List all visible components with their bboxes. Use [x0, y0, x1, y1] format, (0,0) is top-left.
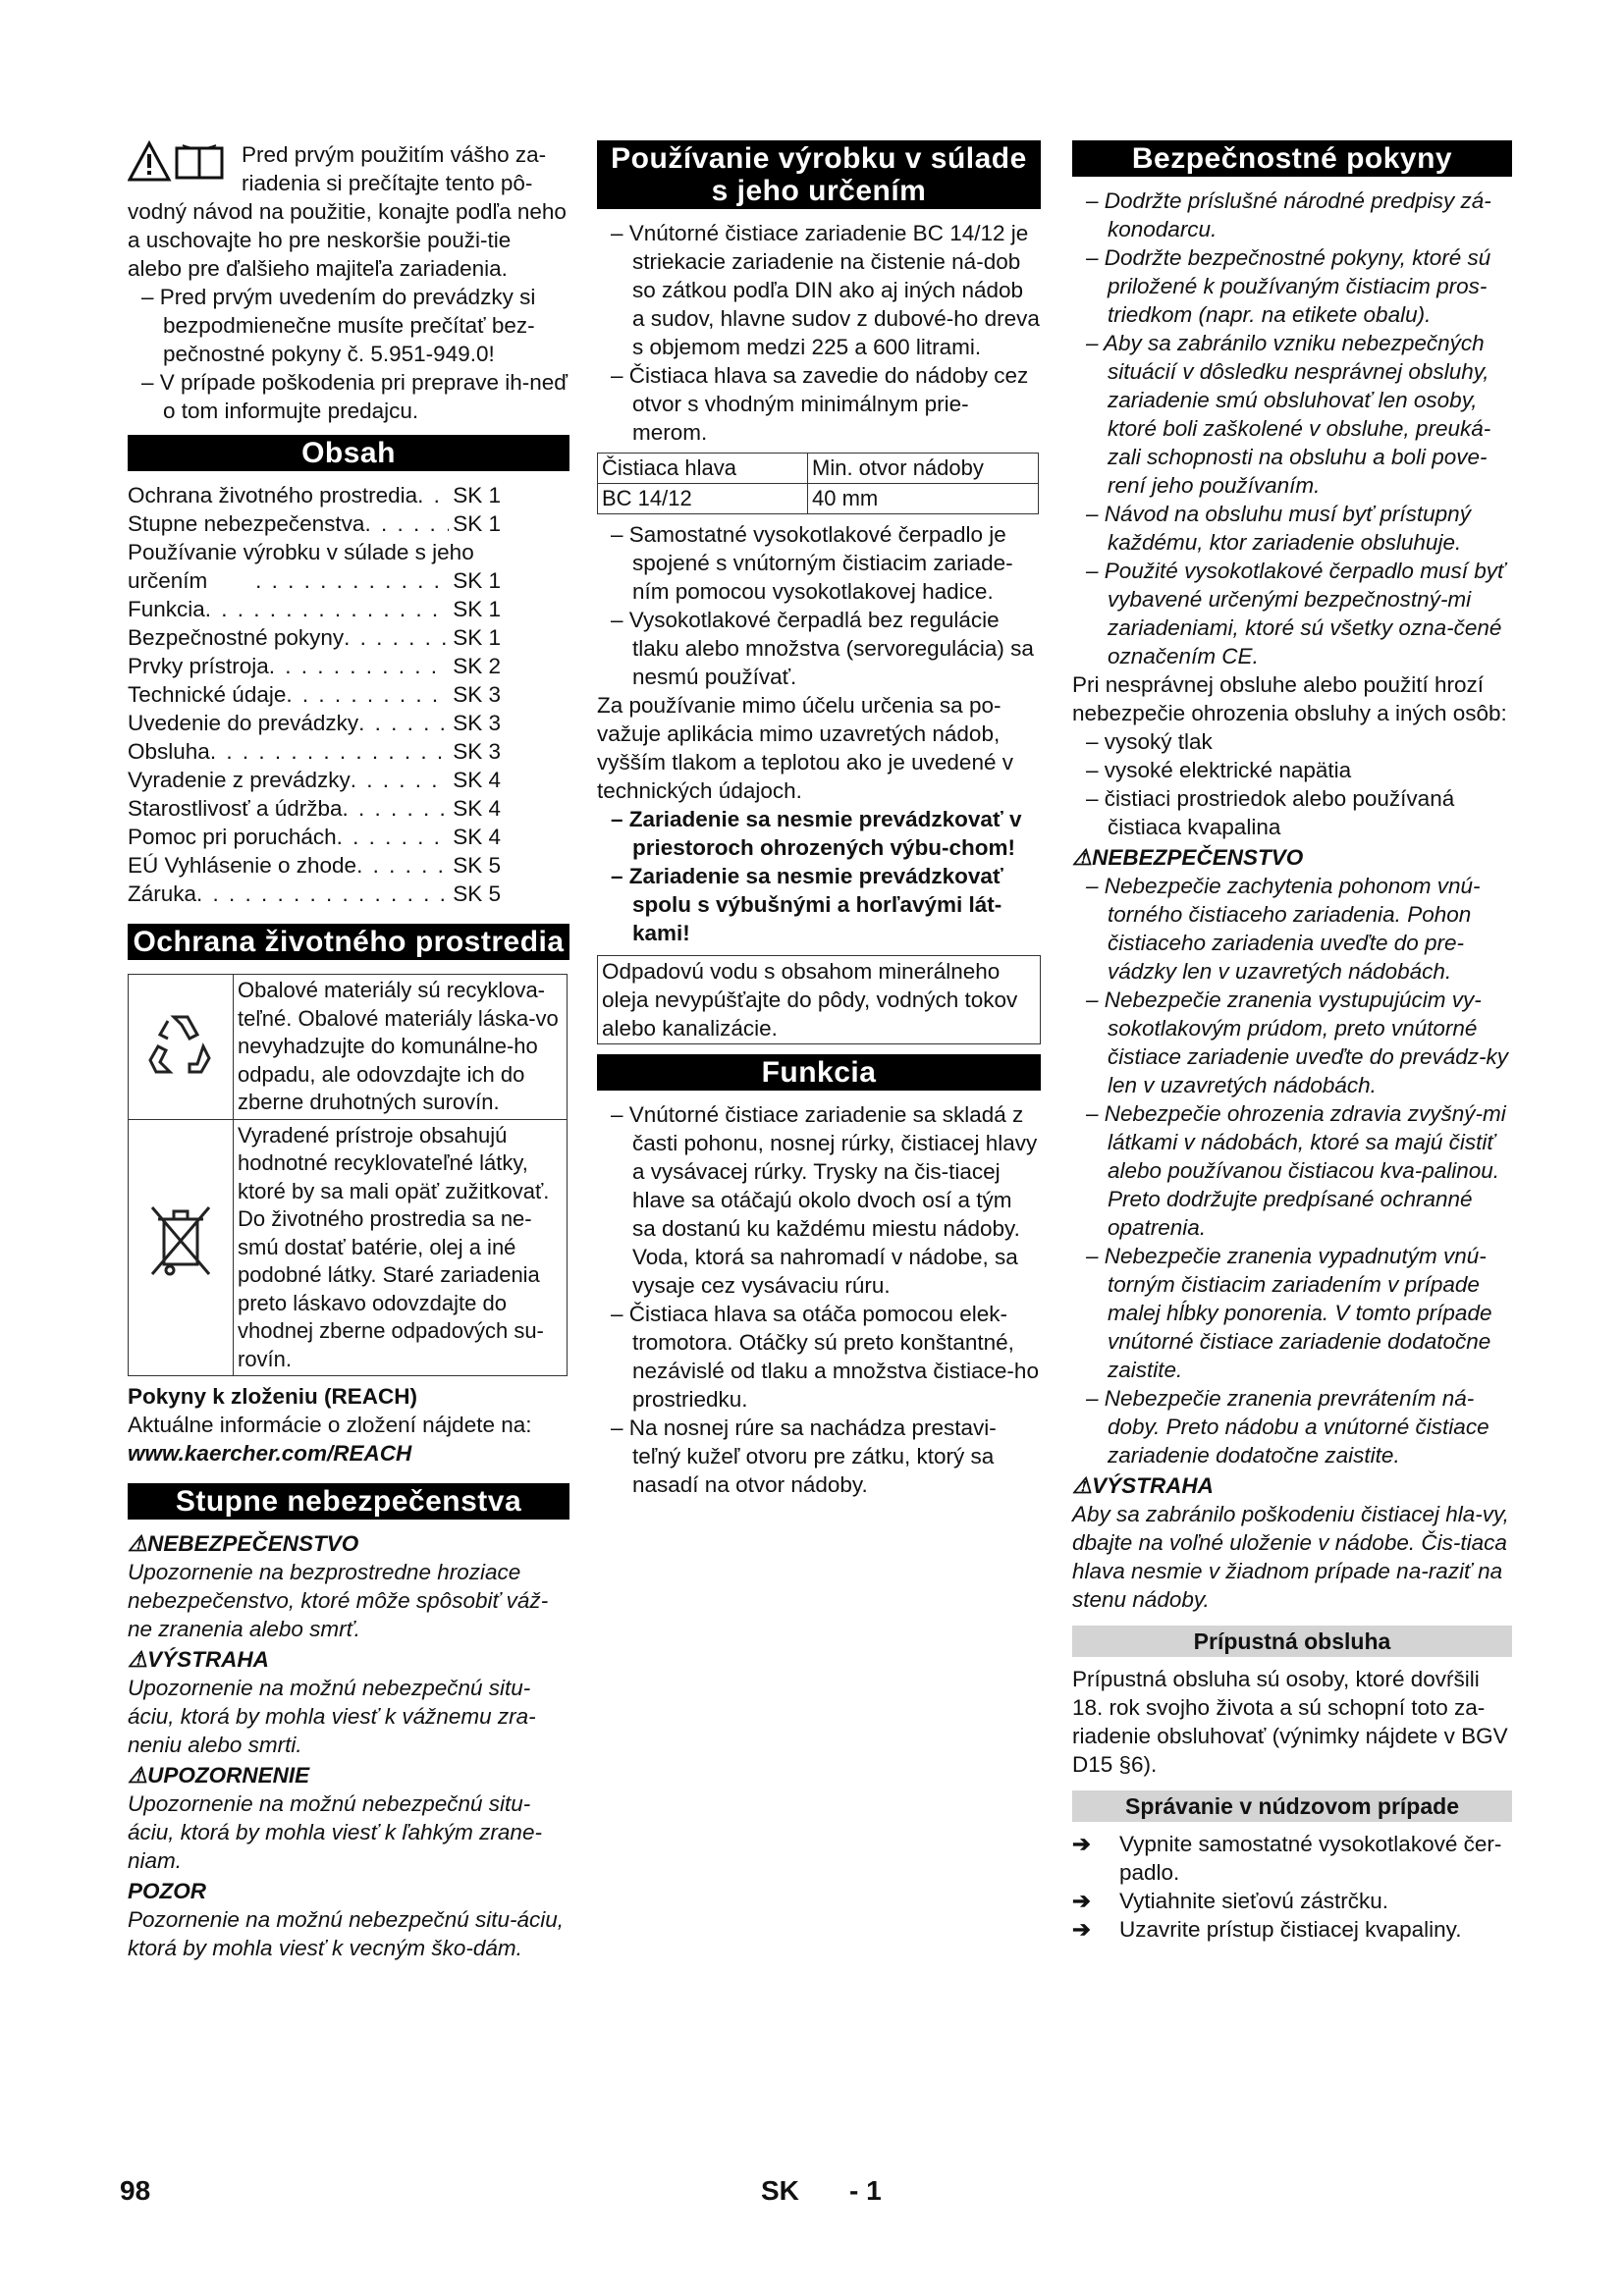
intro-item: – Pred prvým uvedením do prevádzky si bezpodmienečne musíte prečítať bez-pečnostné pokyny č. 5.951-949.0! [128, 283, 569, 368]
hazard-text: Upozornenie na bezprostredne hroziace nebezpečenstvo, ktoré môže spôsobiť váž-ne zranenia alebo smrť. [128, 1560, 549, 1641]
toc-entry[interactable]: Uvedenie do prevádzky . . . SK 3 [128, 709, 501, 737]
toc-entry[interactable]: Ochrana životného prostredia . . . SK 1 [128, 481, 501, 509]
function-item: – Čistiaca hlava sa otáča pomocou elek-tromotora. Otáčky sú preto konštantné, nezávislé od tlaku a množstva čistiace-ho prostriedku. [597, 1300, 1041, 1414]
toc-entry[interactable]: Používanie výrobku v súlade s jeho určením [128, 540, 474, 593]
intro-section [128, 140, 569, 425]
hazard-text: Pozornenie na možnú nebezpečnú situ-áciu, ktorá by mohla viesť k vecným ško-dám. [128, 1907, 565, 1960]
reach-link[interactable]: www.kaercher.com/REACH [128, 1441, 412, 1466]
toc-heading: Obsah [128, 435, 569, 471]
safety-heading: Bezpečnostné pokyny [1072, 140, 1512, 177]
warning-triangle-icon: ⚠ [128, 1531, 148, 1556]
usage-item: – Samostatné vysokotlakové čerpadlo je spojené s vnútorným čistiacim zariade-ním pomocou vysokotlakovej hadice. [597, 520, 1041, 606]
signal-warning: ⚠VÝSTRAHA [1072, 1473, 1214, 1498]
signal-danger: ⚠NEBEZPEČENSTVO [1072, 845, 1304, 870]
intro-icons [128, 140, 236, 186]
danger-item: – Nebezpečie zranenia vypadnutým vnú-torným čistiacim zariadením v prípade malej hĺbky ponorenia. V tomto prípade vnútorné čistiace zariadenie dodatočne zaistite. [1072, 1242, 1512, 1384]
risk-item: – vysoké elektrické napätia [1072, 756, 1512, 784]
safety-item: – Dodržte príslušné národné predpisy zá-konodarcu. [1072, 187, 1512, 243]
usage-item: – Vnútorné čistiace zariadenie BC 14/12 je striekacie zariadenie na čistenie ná-dob so zátkou podľa DIN ako aj iných nádob a sudov, hlavne sudov z dubové-ho dreva s objemom medzi 225 a 600 litrami. [597, 219, 1041, 361]
warning-text: Aby sa zabránilo poškodeniu čistiacej hla-vy, dbajte na voľné uloženie v nádobe. Čis-tiaca hlava nesmie v žiadnom prípade na-raziť na stenu nádoby. [1072, 1502, 1509, 1612]
function-item: – Vnútorné čistiace zariadenie sa skladá z časti pohonu, nosnej rúrky, čistiacej hlavy a vysávacej rúrky. Trysky na čis-tiacej hlave sa otáčajú okolo dvoch osí a tým sa dostanú ku každému miestu nádoby. Voda, ktorá sa nahromadí v nádobe, sa vysaje cez vysávaciu rúru. [597, 1100, 1041, 1300]
safety-item: – Použité vysokotlakové čerpadlo musí byť vybavené určenými bezpečnostný-mi zariadeniami, ktoré sú všetky ozna-čené označením CE. [1072, 557, 1512, 670]
bin-icon-cell [129, 1119, 234, 1376]
warning-triangle-icon: ⚠ [1072, 845, 1093, 870]
warning-triangle-icon: ⚠ [128, 1763, 148, 1788]
operators-text: Prípustná obsluha sú osoby, ktoré dovŕšili 18. rok svojho života a sú schopní toto za-riadenie obsluhovať (výnimky nájdete v BGV D15 §6). [1072, 1667, 1508, 1777]
bin-text: Vyradené prístroje obsahujú hodnotné recyklovateľné látky, ktoré by sa mali opäť zužitkovať. Do životného prostredia sa ne-smú dostať batérie, olej a iné podobné látky. Staré zariadenia preto láskavo odovzdajte do vhodnej zberne odpadových su-rovín. [234, 1119, 568, 1376]
emergency-heading: Správanie v núdzovom prípade [1072, 1790, 1512, 1822]
safety-para: Pri nesprávnej obsluhe alebo použití hrozí nebezpečie ohrozenia obsluhy a iných osôb: [1072, 672, 1507, 725]
warning-triangle-icon: ⚠ [128, 1647, 148, 1672]
risk-item: – čistiaci prostriedok alebo používaná čistiaca kvapalina [1072, 784, 1512, 841]
hazard-text: Upozornenie na možnú nebezpečnú situ-áciu, ktorá by mohla viesť k vážnemu zra-neniu alebo smrti. [128, 1676, 536, 1757]
environment-heading: Ochrana životného prostredia [128, 924, 569, 960]
operators-heading: Prípustná obsluha [1072, 1626, 1512, 1657]
intro-item: – V prípade poškodenia pri preprave ih-neď o tom informujte predajcu. [128, 368, 569, 425]
signal-danger: ⚠NEBEZPEČENSTVO [128, 1531, 359, 1556]
spec-cell: BC 14/12 [598, 484, 808, 514]
recycle-icon-cell [129, 975, 234, 1120]
warning-book-icon [128, 140, 236, 186]
reach-text: Aktuálne informácie o zložení nájdete na: [128, 1413, 532, 1437]
usage-spec-table [597, 453, 1039, 514]
crossed-bin-icon [144, 1200, 217, 1288]
function-item: – Na nosnej rúre sa nachádza prestavi-teľný kužeľ otvoru pre zátku, ktorý sa nasadí na otvor nádoby. [597, 1414, 1041, 1499]
wastewater-box: Odpadovú vodu s obsahom minerálneho oleja nevypúšťajte do pôdy, vodných tokov alebo kanalizácie. [597, 955, 1041, 1044]
emergency-step: ➔ Vytiahnite sieťovú zástrčku. [1072, 1889, 1388, 1913]
environment-table [128, 974, 568, 1376]
toc-entry[interactable]: Záruka . . . SK 5 [128, 880, 501, 908]
toc-entry[interactable]: EÚ Vyhlásenie o zhode . . . SK 5 [128, 851, 501, 880]
toc-entry[interactable]: Technické údaje . . . SK 3 [128, 680, 501, 709]
footer-lang: SK [761, 2175, 799, 2206]
hazard-heading: Stupne nebezpečenstva [128, 1483, 569, 1520]
safety-item: – Návod na obsluhu musí byť prístupný každému, ktor zariadenie obsluhuje. [1072, 500, 1512, 557]
arrow-right-icon: ➔ [1072, 1917, 1091, 1942]
usage-item: – Čistiaca hlava sa zavedie do nádoby cez otvor s vhodným minimálnym prie-merom. [597, 361, 1041, 447]
spec-header-cell: Min. otvor nádoby [808, 454, 1039, 484]
toc-entry[interactable]: Stupne nebezpečenstva . . . SK 1 [128, 509, 501, 538]
arrow-right-icon: ➔ [1072, 1889, 1091, 1913]
arrow-right-icon: ➔ [1072, 1832, 1091, 1856]
reach-title: Pokyny k zloženiu (REACH) [128, 1384, 418, 1409]
usage-item: – Vysokotlakové čerpadlá bez regulácie tlaku alebo množstva (servoregulácia) sa nesmú používať. [597, 606, 1041, 691]
column-left [128, 140, 569, 1962]
column-right [1072, 140, 1512, 1944]
recycle-icon [144, 1007, 217, 1080]
warning-triangle-icon: ⚠ [1072, 1473, 1093, 1498]
danger-item: – Nebezpečie ohrozenia zdravia zvyšný-mi látkami v nádobách, ktoré sa majú čistiť alebo používanou čistiacou kva-palinou. Preto dodržujte predpísané ochranné opatrenia. [1072, 1099, 1512, 1242]
risk-item: – vysoký tlak [1072, 727, 1512, 756]
danger-item: – Nebezpečie zachytenia pohonom vnú-torného čistiaceho zariadenia. Pohon čistiaceho zariadenia uveďte do pre-vádzky len v uzavretých nádobách. [1072, 872, 1512, 986]
table-of-contents [128, 481, 501, 908]
toc-entry[interactable]: Funkcia . . . SK 1 [128, 595, 501, 623]
signal-warning: ⚠VÝSTRAHA [128, 1647, 269, 1672]
signal-caution: ⚠UPOZORNENIE [128, 1763, 310, 1788]
emergency-step: ➔ Uzavrite prístup čistiacej kvapaliny. [1072, 1917, 1462, 1942]
recycle-text: Obalové materiály sú recyklova-teľné. Obalové materiály láska-vo nevyhadzujte do komunálne-ho odpadu, ale odovzdajte ich do zberne druhotných surovín. [234, 975, 568, 1120]
toc-entry[interactable]: Bezpečnostné pokyny . . . SK 1 [128, 623, 501, 652]
signal-notice: POZOR [128, 1879, 207, 1903]
usage-para: Za používanie mimo účelu určenia sa po-važuje aplikácia mimo uzavretých nádob, vyšším tlakom a teplotou ako je uvedené v technických údajoch. [597, 693, 1013, 803]
toc-entry[interactable]: Obsluha . . . SK 3 [128, 737, 501, 766]
emergency-step: ➔ Vypnite samostatné vysokotlakové čer-padlo. [1072, 1832, 1502, 1885]
toc-entry[interactable]: Starostlivosť a údržba . . . SK 4 [128, 794, 501, 823]
hazard-text: Upozornenie na možnú nebezpečnú situ-áciu, ktorá by mohla viesť k ľahkým zrane-niam. [128, 1791, 542, 1873]
page-number: 98 [120, 2175, 151, 2206]
function-heading: Funkcia [597, 1054, 1041, 1091]
usage-warning: – Zariadenie sa nesmie prevádzkovať spolu s výbušnými a horľavými lát-kami! [597, 862, 1041, 947]
spec-header-cell: Čistiaca hlava [598, 454, 808, 484]
intro-text: Pred prvým použitím vášho za-riadenia si prečítajte tento pô-vodný návod na použitie, konajte podľa neho a uschovajte ho pre neskoršie použi-tie alebo pre ďalšieho majiteľa zariadenia. [128, 142, 567, 281]
footer-section-page: - 1 [849, 2175, 882, 2206]
usage-heading: Používanie výrobku v súlade s jeho určením [597, 140, 1041, 209]
toc-entry-page[interactable]: . . . SK 1 [128, 566, 501, 595]
safety-item: – Aby sa zabránilo vzniku nebezpečných situácií v dôsledku nesprávnej obsluhy, zariadenie smú obsluhovať len osoby, ktoré boli zaškolené v obsluhe, preuká-zali schopnosti na obsluhu a boli pove-rení jeho používaním. [1072, 329, 1512, 500]
spec-cell: 40 mm [808, 484, 1039, 514]
safety-item: – Dodržte bezpečnostné pokyny, ktoré sú priložené k používaným čistiacim pros-triedkom (napr. na etikete obalu). [1072, 243, 1512, 329]
danger-item: – Nebezpečie zranenia vystupujúcim vy-sokotlakovým prúdom, preto vnútorné čistiace zariadenie uveďte do prevádz-ky len v uzavretých nádobách. [1072, 986, 1512, 1099]
danger-item: – Nebezpečie zranenia prevrátením ná-doby. Preto nádobu a vnútorné čistiace zariadenie dodatočne zaistite. [1072, 1384, 1512, 1469]
column-middle [597, 140, 1041, 1499]
toc-entry[interactable]: Pomoc pri poruchách . . . SK 4 [128, 823, 501, 851]
usage-warning: – Zariadenie sa nesmie prevádzkovať v priestoroch ohrozených výbu-chom! [597, 805, 1041, 862]
toc-entry[interactable]: Prvky prístroja . . . SK 2 [128, 652, 501, 680]
toc-entry[interactable]: Vyradenie z prevádzky . . . SK 4 [128, 766, 501, 794]
